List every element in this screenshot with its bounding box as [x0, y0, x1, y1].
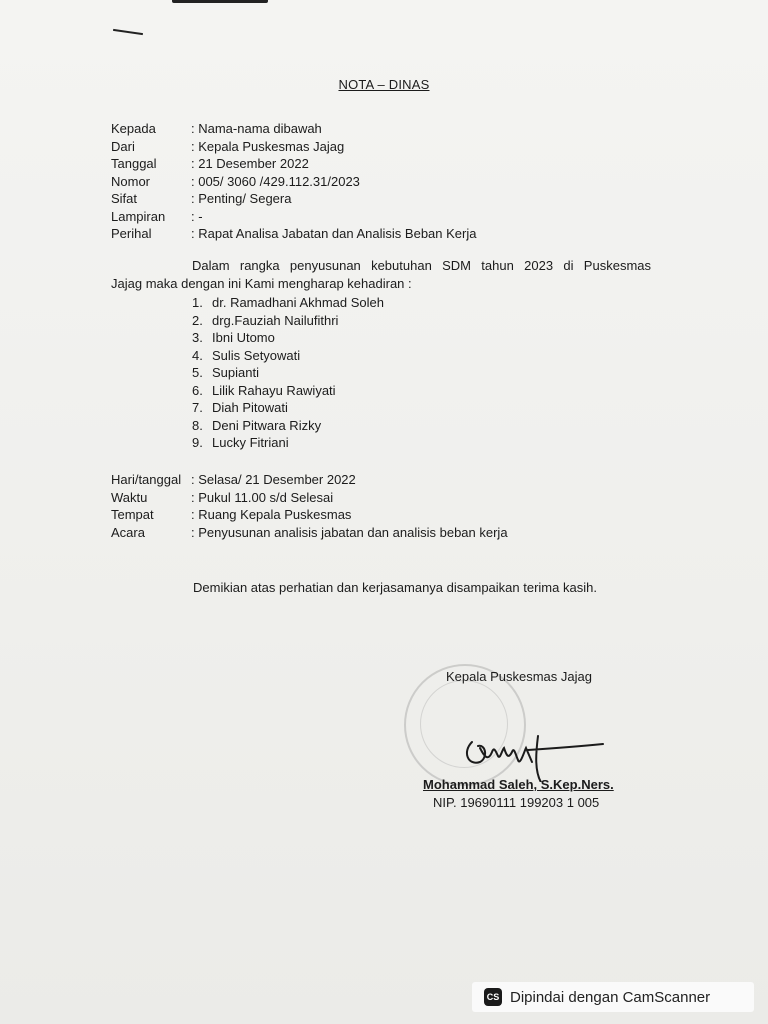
event-value: : Pukul 11.00 s/d Selesai [191, 489, 334, 505]
list-item [192, 417, 384, 435]
attendee-name: Sulis Setyowati [212, 347, 301, 363]
attendee-list [192, 294, 384, 452]
list-number: 6. [192, 382, 203, 398]
list-item [192, 434, 384, 452]
header-value: : - [191, 208, 203, 224]
header-value: : 21 Desember 2022 [191, 156, 309, 171]
attendee-name: Lilik Rahayu Rawiyati [212, 382, 336, 398]
document-title: NOTA – DINAS [338, 77, 430, 92]
list-number: 7. [192, 400, 203, 415]
event-row-place [111, 506, 508, 524]
list-number: 9. [192, 435, 203, 450]
event-row-date [111, 471, 508, 489]
attendee-name: Deni Pitwara Rizky [212, 417, 322, 433]
closing-sentence: Demikian atas perhatian dan kerjasamanya disampaikan terima kasih. [193, 580, 597, 595]
event-label: Tempat [111, 507, 154, 522]
pen-mark [113, 29, 143, 35]
intro-paragraph [111, 257, 651, 292]
header-value: : Kepala Puskesmas Jajag [191, 138, 345, 154]
header-fields [111, 120, 476, 243]
list-item [192, 364, 384, 382]
attendee-name: Ibni Utomo [212, 330, 275, 345]
header-label: Lampiran [111, 208, 166, 224]
header-label: Dari [111, 138, 135, 154]
header-row-dari [111, 138, 476, 156]
list-item [192, 399, 384, 417]
header-label: Nomor [111, 173, 151, 189]
header-label: Tanggal [111, 156, 157, 171]
header-label: Kepada [111, 121, 156, 136]
list-item [192, 294, 384, 312]
header-row-tanggal [111, 155, 476, 173]
event-row-time [111, 489, 508, 507]
event-details [111, 471, 508, 541]
list-number: 8. [192, 417, 203, 433]
handwritten-signature [458, 722, 608, 782]
camscanner-watermark [472, 982, 754, 1012]
event-label: Waktu [111, 489, 148, 505]
event-value: : Ruang Kepala Puskesmas [191, 507, 352, 522]
list-number: 4. [192, 347, 203, 363]
header-value: : Penting/ Segera [191, 191, 292, 206]
event-label: Acara [111, 524, 145, 540]
event-value: : Penyusunan analisis jabatan dan analisis beban kerja [191, 524, 508, 540]
intro-line-1: Dalam rangka penyusunan kebutuhan SDM tahun 2023 di Puskesmas [192, 258, 651, 273]
signer-name: Mohammad Saleh, S.Kep.Ners. [423, 777, 614, 792]
attendee-name: drg.Fauziah Nailufithri [212, 312, 339, 328]
camscanner-icon: CS [484, 988, 502, 1006]
header-value: : 005/ 3060 /429.112.31/2023 [191, 173, 360, 189]
list-item [192, 347, 384, 365]
camscanner-text: Dipindai dengan CamScanner [510, 988, 711, 1006]
event-row-agenda [111, 524, 508, 542]
list-number: 2. [192, 312, 203, 328]
list-item [192, 382, 384, 400]
event-value: : Selasa/ 21 Desember 2022 [191, 472, 356, 487]
list-number: 5. [192, 365, 203, 380]
header-row-kepada [111, 120, 476, 138]
top-edge-mark [172, 0, 268, 3]
attendee-name: Supianti [212, 365, 259, 380]
attendee-name: Diah Pitowati [212, 400, 288, 415]
header-row-nomor [111, 173, 476, 191]
header-label: Sifat [111, 191, 138, 206]
header-row-perihal [111, 225, 476, 243]
header-label: Perihal [111, 226, 152, 241]
attendee-name: dr. Ramadhani Akhmad Soleh [212, 295, 384, 310]
list-item [192, 329, 384, 347]
header-row-lampiran [111, 208, 476, 226]
list-number: 3. [192, 330, 203, 345]
event-label: Hari/tanggal [111, 472, 182, 487]
header-row-sifat [111, 190, 476, 208]
attendee-name: Lucky Fitriani [212, 435, 289, 450]
header-value: : Nama-nama dibawah [191, 121, 322, 136]
signer-position: Kepala Puskesmas Jajag [446, 669, 592, 684]
list-number: 1. [192, 295, 203, 310]
header-value: : Rapat Analisa Jabatan dan Analisis Beban Kerja [191, 226, 477, 241]
list-item [192, 312, 384, 330]
intro-line-2: Jajag maka dengan ini Kami mengharap kehadiran : [111, 275, 412, 291]
signer-nip: NIP. 19690111 199203 1 005 [433, 795, 600, 810]
